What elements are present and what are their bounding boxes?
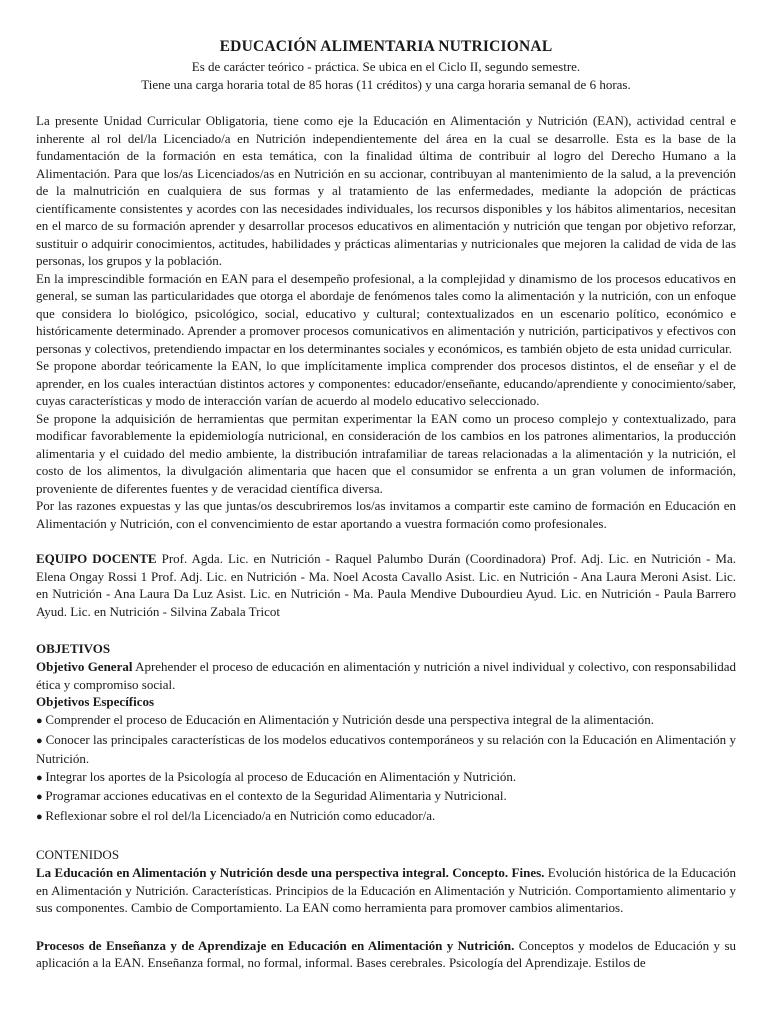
spacer [36, 94, 736, 112]
contents-heading: CONTENIDOS [36, 847, 120, 862]
list-item: ● Programar acciones educativas en el contexto de la Seguridad Alimentaria y Nutricional. [36, 787, 736, 807]
intro-paragraph-2: En la imprescindible formación en EAN para el desempeño profesional, a la complejidad y dinamismo de los procesos educativos en general, se suman las particularidades que otorga el abordaje de fenómenos tales como la alimentación y la nutrición, con un enfoque que considera lo biológico, psicológico, social, educativo y cultural; contextualizados en un escenario político, económico e históricamente determinado. Aprender a promover procesos comunicativos en alimentación y nutrición, participativos y efectivos con personas y colectivos, pretendiendo impactar en los determinantes sociales y económicos, es también objeto de esta unidad curricular. [36, 270, 736, 356]
team-label: EQUIPO DOCENTE [36, 551, 157, 566]
spacer [36, 620, 736, 640]
intro-paragraph-3: Se propone abordar teóricamente la EAN, lo que implícitamente implica comprender dos procesos distintos, el de enseñar y el de aprender, en los cuales interactúan distintos actores y componentes: educador/enseñante, educando/aprendiente y conocimiento/saber, cuyas características y modo de interacción varían de acuerdo al modelo educativo seleccionado. [36, 358, 736, 408]
team-members: Prof. Agda. Lic. en Nutrición - Raquel Palumbo Durán (Coordinadora) Prof. Adj. Lic. en Nutrición - Ma. Elena Ongay Rossi 1 Prof. Adj. Lic. en Nutrición - Ma. Noel Acosta Cavallo Asist. Lic. en Nutrición - Ana Laura Meroni Asist. Lic. en Nutrición - Ana Laura Da Luz Asist. Lic. en Nutrición - Ma. Paula Mendive Dubourdieu Ayud. Lic. en Nutrición - Paula Barrero Ayud. Lic. en Nutrición - Silvina Zabala Tricot [36, 551, 736, 619]
team-paragraph [36, 550, 736, 620]
list-item: ● Reflexionar sobre el rol del/la Licenciado/a en Nutrición como educador/a. [36, 807, 736, 827]
document-title: EDUCACIÓN ALIMENTARIA NUTRICIONAL [219, 38, 553, 55]
spacer [36, 917, 736, 937]
intro-paragraph-5: Por las razones expuestas y las que juntas/os descubriremos los/as invitamos a compartir este camino de formación en Educación en Alimentación y Nutrición, con el convencimiento de estar aportando a vuestra formación como profesionales. [36, 498, 736, 531]
contents-item-1 [36, 864, 736, 917]
team-section [36, 550, 736, 620]
contents-item-title: Procesos de Enseñanza y de Aprendizaje en Educación en Alimentación y Nutrición. [36, 937, 515, 953]
intro-paragraph-1: La presente Unidad Curricular Obligatoria, tiene como eje la Educación en Alimentación y Nutrición (EAN), actividad central e inherente al rol del/la Licenciado/a en Nutrición independientemente del área en la cual se desarrolle. Esta es la base de la fundamentación de la formación en esta temática, con la finalidad última de contribuir al logro del Derecho Humano a la Alimentación. Para que los/as Licenciados/as en Nutrición en su accionar, contribuyan al mantenimiento de la salud, a la prevención de la malnutrición en cualquiera de sus formas y al tratamiento de las enfermedades, mediante la adopción de prácticas científicamente consistentes y acordes con las necesidades individuales, los recursos disponibles y los hábitos alimentarios, necesitan en el marco de su formación aprender y desarrollar procesos educativos en alimentación y nutrición que tengan por objetivo reforzar, sustituir o adquirir conocimientos, actitudes, habilidades y prácticas alimentarias y nutricionales que mejoren la calidad de vida de las personas, los grupos y la población. [36, 113, 736, 268]
general-objective-label: Objetivo General [36, 659, 133, 674]
intro-section [36, 112, 736, 532]
general-objective [36, 658, 736, 693]
list-item: ● Comprender el proceso de Educación en Alimentación y Nutrición desde una perspectiva integral de la alimentación. [36, 711, 736, 731]
intro-paragraph-4: Se propone la adquisición de herramientas que permitan experimentar la EAN como un proceso complejo y contextualizado, para modificar favorablemente la epidemiología nutricional, en consideración de los cambios en los patrones alimentarios, la producción alimentaria y el cuidado del medio ambiente, la distribución intrafamiliar de tareas relacionadas a la alimentación y la nutrición, el costo de los alimentos, la divulgación alimentaria que hacen que el consumidor se enfrenta a un gran volumen de información, proveniente de diferentes fuentes y de veracidad científica diversa. [36, 410, 736, 496]
general-objective-text: Aprehender el proceso de educación en alimentación y nutrición a nivel individual y colectivo, con responsabilidad ética y compromiso social. [36, 659, 736, 692]
course-hours-line: Tiene una carga horaria total de 85 horas (11 créditos) y una carga horaria semanal de 6 horas. [141, 77, 631, 92]
list-item: ● Integrar los aportes de la Psicología al proceso de Educación en Alimentación y Nutrición. [36, 768, 736, 788]
spacer [36, 532, 736, 550]
contents-item-2 [36, 937, 736, 972]
course-character-line: Es de carácter teórico - práctica. Se ubica en el Ciclo II, segundo semestre. [191, 59, 581, 74]
contents-item-text: Evolución histórica de la Educación en Alimentación y Nutrición. Características. Principios de la Educación en Alimentación y Nutrición. Comportamiento alimentario y sus componentes. Cambio de Comportamiento. La EAN como herramienta para promover cambios alimentarios. [36, 865, 737, 915]
objectives-heading: OBJETIVOS [36, 641, 111, 656]
objectives-section [36, 640, 736, 826]
list-item: ● Conocer las principales características de los modelos educativos contemporáneos y su relación con la Educación en Alimentación y Nutrición. [36, 731, 736, 768]
contents-item-title: La Educación en Alimentación y Nutrición desde una perspectiva integral. Concepto. Fines. [36, 865, 545, 880]
specific-objectives-list [36, 711, 736, 826]
contents-section [36, 846, 736, 972]
specific-objectives-heading: Objetivos Específicos [36, 694, 155, 709]
spacer [36, 826, 736, 846]
contents-item-text: Conceptos y modelos de Educación y su aplicación a la EAN. Enseñanza formal, no formal, informal. Bases cerebrales. Psicología del Aprendizaje. Estilos de [36, 937, 736, 970]
